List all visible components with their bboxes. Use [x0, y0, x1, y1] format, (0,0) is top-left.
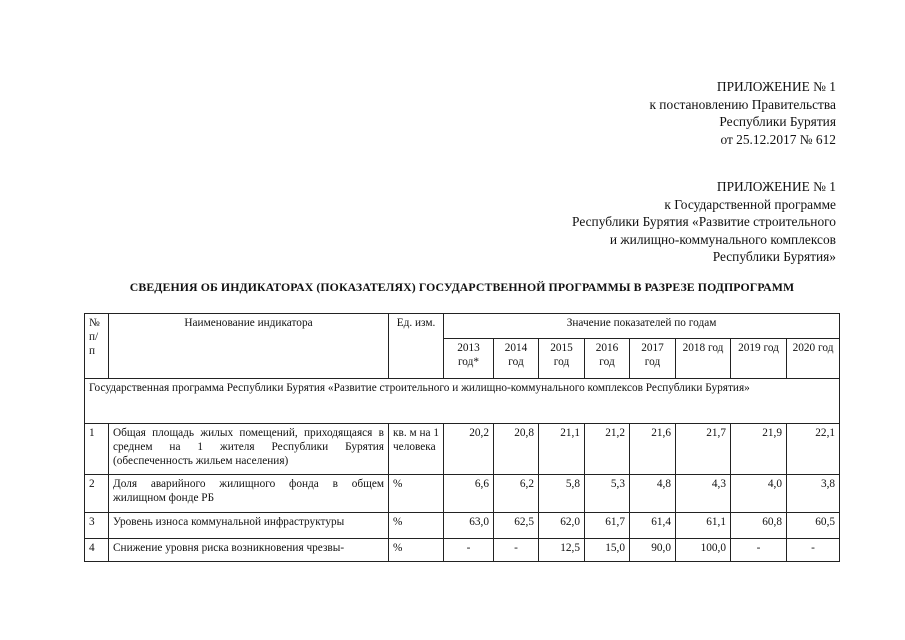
indicators-table [84, 313, 840, 562]
row-value: 62,0 [539, 513, 585, 539]
row-name: Доля аварийного жилищного фонда в общем жилищном фонде РБ [109, 475, 389, 513]
row-value: 5,8 [539, 475, 585, 513]
year-header: 2019 год [731, 339, 787, 379]
header-values: Значение показателей по годам [444, 314, 840, 339]
year-header: 2014 год [494, 339, 539, 379]
row-value: 4,3 [676, 475, 731, 513]
row-unit: кв. м на 1 человека [389, 424, 444, 475]
row-num: 1 [85, 424, 109, 475]
row-value: 4,0 [731, 475, 787, 513]
row-value: 61,1 [676, 513, 731, 539]
appendix-line: Республики Бурятия «Развитие строительного [572, 214, 836, 229]
year-header: 2013 год* [444, 339, 494, 379]
row-num: 2 [85, 475, 109, 513]
row-num: 3 [85, 513, 109, 539]
row-name: Уровень износа коммунальной инфраструктуры [109, 513, 389, 539]
row-value: 21,6 [630, 424, 676, 475]
row-value: 100,0 [676, 539, 731, 562]
row-value: 22,1 [787, 424, 840, 475]
appendix-line: к Государственной программе [664, 196, 836, 212]
row-value: 60,8 [731, 513, 787, 539]
appendix-line: Республики Бурятия [719, 114, 836, 129]
header-name: Наименование индикатора [109, 314, 389, 379]
row-value: 21,7 [676, 424, 731, 475]
table-header-row [85, 314, 840, 339]
appendix-line: от 25.12.2017 № 612 [720, 131, 836, 147]
document-title: СВЕДЕНИЯ ОБ ИНДИКАТОРАХ (ПОКАЗАТЕЛЯХ) ГОСУДАРСТВЕННОЙ ПРОГРАММЫ В РАЗРЕЗЕ ПОДПРОГРАММ [129, 280, 795, 294]
row-value: - [444, 539, 494, 562]
year-header: 2017 год [630, 339, 676, 379]
row-value: 21,2 [585, 424, 630, 475]
row-value: 15,0 [585, 539, 630, 562]
row-value: 20,8 [494, 424, 539, 475]
row-unit: % [389, 539, 444, 562]
row-value: 90,0 [630, 539, 676, 562]
row-value: 3,8 [787, 475, 840, 513]
row-value: 21,9 [731, 424, 787, 475]
year-header: 2018 год [676, 339, 731, 379]
row-value: 21,1 [539, 424, 585, 475]
row-value: 61,7 [585, 513, 630, 539]
row-name: Общая площадь жилых помещений, приходящаяся в среднем на 1 жителя Республики Бурятия (обеспеченность жильем населения) [109, 424, 389, 475]
row-num: 4 [85, 539, 109, 562]
year-header: 2015 год [539, 339, 585, 379]
row-value: 20,2 [444, 424, 494, 475]
row-value: - [494, 539, 539, 562]
row-name: Снижение уровня риска возникновения чрезвы- [109, 539, 389, 562]
appendix-line: Республики Бурятия» [712, 249, 836, 264]
header-num: № п/п [85, 314, 109, 379]
year-header: 2016 год [585, 339, 630, 379]
header-unit: Ед. изм. [389, 314, 444, 379]
row-unit: % [389, 475, 444, 513]
table-row [85, 539, 840, 562]
appendix-header-program [572, 178, 836, 266]
appendix-line: и жилищно-коммунального комплексов [609, 231, 836, 247]
row-value: 61,4 [630, 513, 676, 539]
row-value: 6,2 [494, 475, 539, 513]
section-title: Государственная программа Республики Бурятия «Развитие строительного и жилищно-коммунального комплексов Республики Бурятия» [85, 379, 840, 424]
row-value: 6,6 [444, 475, 494, 513]
row-value: - [787, 539, 840, 562]
year-header: 2020 год [787, 339, 840, 379]
row-value: 12,5 [539, 539, 585, 562]
appendix-line: к постановлению Правительства [649, 96, 836, 112]
row-value: 62,5 [494, 513, 539, 539]
section-row [85, 379, 840, 424]
row-value: 4,8 [630, 475, 676, 513]
row-unit: % [389, 513, 444, 539]
row-value: 60,5 [787, 513, 840, 539]
row-value: 63,0 [444, 513, 494, 539]
table-row [85, 475, 840, 513]
table-row [85, 424, 840, 475]
appendix-header-resolution [649, 78, 836, 148]
row-value: - [731, 539, 787, 562]
table-row [85, 513, 840, 539]
row-value: 5,3 [585, 475, 630, 513]
appendix-line: ПРИЛОЖЕНИЕ № 1 [716, 79, 836, 94]
appendix-line: ПРИЛОЖЕНИЕ № 1 [716, 179, 836, 194]
